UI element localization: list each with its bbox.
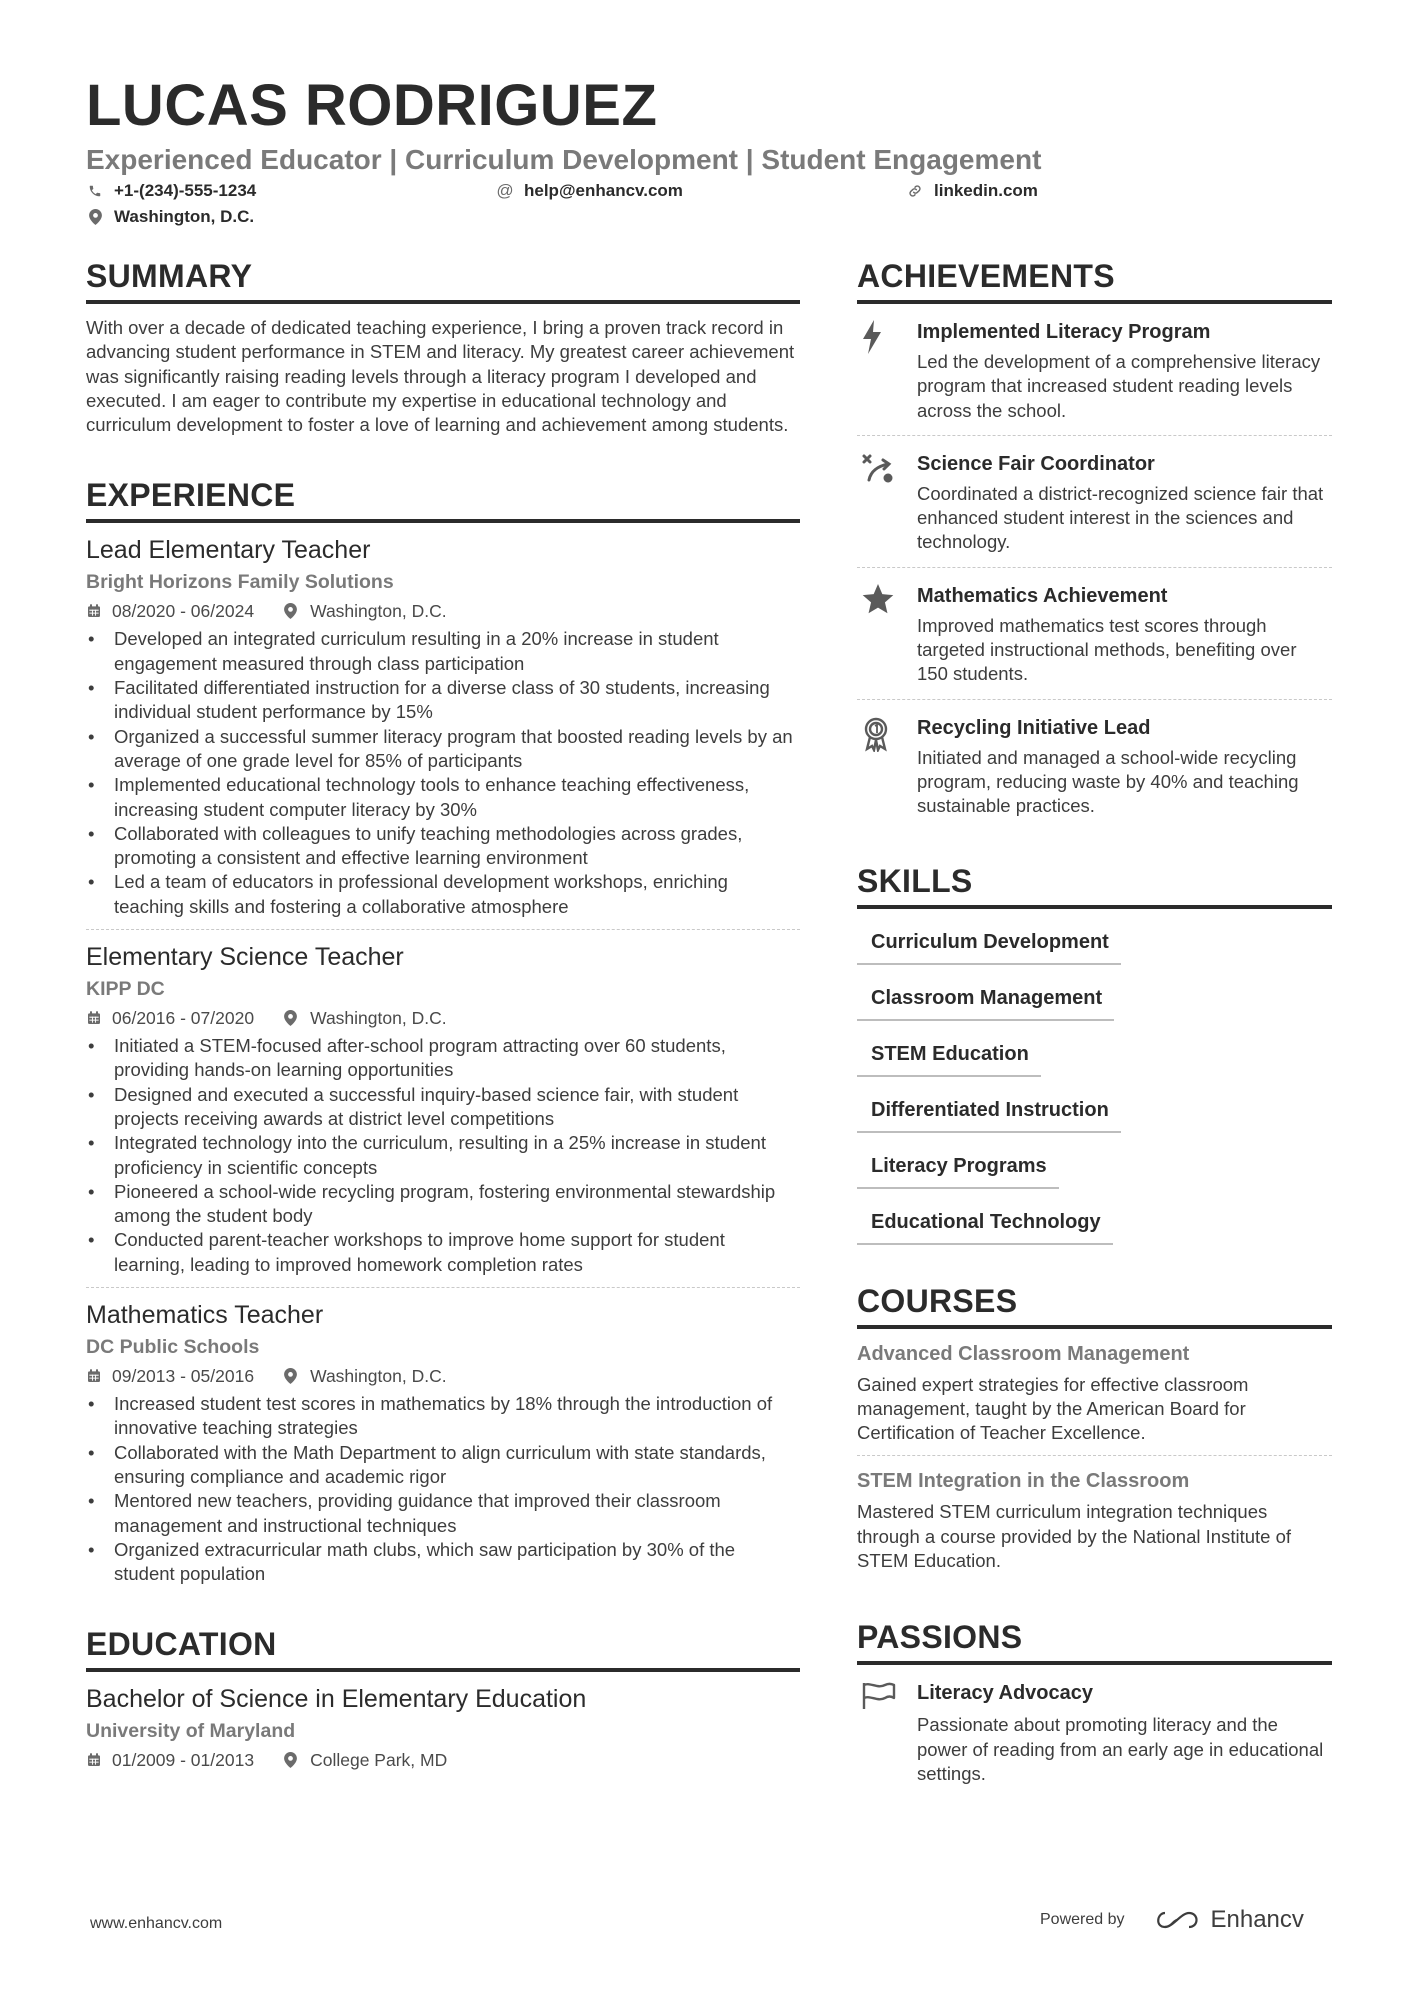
- courses-section: [857, 1281, 1332, 1584]
- bullet: • Conducted parent-teacher workshops to improve home support for student learning, leading to improved homework completion rates: [86, 1228, 800, 1277]
- location-text: Washington, D.C.: [114, 207, 255, 226]
- summary-text: With over a decade of dedicated teaching experience, I bring a proven track record in advancing student performance in STEM and literacy. My greatest career achievement was significantly raising reading levels through a literacy program I developed and executed. I am eager to contribute my expertise in educational technology and curriculum development to foster a love of learning and achievement among students.: [86, 317, 795, 436]
- skills-list: [857, 921, 1332, 1257]
- star-icon: [857, 582, 917, 687]
- left-column: [86, 256, 800, 1774]
- calendar-icon: [86, 1752, 102, 1768]
- achievement-item: [857, 304, 1332, 436]
- education-dates-text: 01/2009 - 01/2013: [112, 1750, 255, 1771]
- job-dates-text: 06/2016 - 07/2020: [112, 1008, 255, 1029]
- email-link[interactable]: help@enhancv.com: [524, 181, 683, 200]
- bullet: • Collaborated with the Math Department to align curriculum with state standards, ensuring compliance and academic rigor: [86, 1441, 800, 1490]
- education-heading: EDUCATION: [86, 1624, 800, 1672]
- job-dates-text: 09/2013 - 05/2016: [112, 1366, 255, 1387]
- contact-location: [86, 207, 254, 227]
- job-location-text: Washington, D.C.: [310, 1008, 447, 1029]
- bullet: • Facilitated differentiated instruction for a diverse class of 30 students, increasing individual student performance by 15%: [86, 676, 800, 725]
- achievement-title: Implemented Literacy Program: [917, 321, 1211, 343]
- skill-tag: Curriculum Development: [857, 921, 1121, 965]
- job-bullets: [86, 1392, 800, 1586]
- course-title: STEM Integration in the Classroom: [857, 1470, 1190, 1493]
- skills-heading: SKILLS: [857, 861, 1332, 909]
- job-dates: [86, 1004, 254, 1032]
- company-name: KIPP DC: [86, 978, 165, 1001]
- courses-heading: COURSES: [857, 1281, 1332, 1329]
- contact-row-2: [86, 204, 1336, 230]
- achievements-section: [857, 256, 1332, 831]
- phone-text[interactable]: +1-(234)-555-1234: [114, 181, 257, 200]
- job-entry: [86, 1287, 800, 1586]
- passion-title: Literacy Advocacy: [917, 1682, 1094, 1705]
- course-desc: Gained expert strategies for effective classroom management, taught by the American Board for Certification of Teacher Excellence.: [857, 1373, 1249, 1444]
- course-title: Advanced Classroom Management: [857, 1342, 1190, 1365]
- at-icon: @: [496, 181, 514, 200]
- bullet: • Pioneered a school-wide recycling program, fostering environmental stewardship among the student body: [86, 1180, 800, 1229]
- job-meta: [86, 1004, 800, 1032]
- footer-website[interactable]: www.enhancv.com: [90, 1915, 223, 1932]
- bullet: • Collaborated with colleagues to unify teaching methodologies across grades, promoting a consistent and effective learning environment: [86, 822, 800, 871]
- summary-section: [86, 256, 800, 437]
- course-desc: Mastered STEM curriculum integration techniques through a course provided by the National Institute of STEM Education.: [857, 1501, 1291, 1572]
- job-bullets: [86, 627, 800, 919]
- job-title: Mathematics Teacher: [86, 1301, 324, 1330]
- achievement-desc: Led the development of a comprehensive literacy program that increased student reading levels across the school.: [917, 351, 1321, 421]
- footer-powered: [1040, 1906, 1304, 1934]
- bullet: • Mentored new teachers, providing guidance that improved their classroom management and instructional techniques: [86, 1489, 800, 1538]
- job-meta: [86, 597, 800, 625]
- achievement-item: [857, 700, 1332, 831]
- job-entry: [86, 929, 800, 1277]
- calendar-icon: [86, 1368, 102, 1384]
- right-column: [857, 256, 1332, 1786]
- job-title: Elementary Science Teacher: [86, 943, 404, 972]
- job-meta: [86, 1362, 800, 1390]
- award-icon: [857, 714, 917, 819]
- candidate-name: LUCAS RODRIGUEZ: [86, 73, 658, 138]
- contact-linkedin: [906, 181, 1038, 201]
- location-pin-icon: [284, 1368, 300, 1384]
- education-location: [284, 1746, 447, 1774]
- lightning-icon: [857, 318, 917, 423]
- achievement-desc: Coordinated a district-recognized science fair that enhanced student interest in the sciences and technology.: [917, 482, 1324, 553]
- location-pin-icon: [284, 603, 300, 619]
- powered-by-label: Powered by: [1040, 1911, 1125, 1928]
- achievement-title: Recycling Initiative Lead: [917, 716, 1151, 739]
- candidate-tagline: Experienced Educator | Curriculum Development | Student Engagement: [86, 144, 1042, 175]
- course-item: [857, 1329, 1332, 1456]
- job-location: [284, 597, 447, 625]
- calendar-icon: [86, 1010, 102, 1026]
- experience-heading: EXPERIENCE: [86, 475, 800, 523]
- job-dates-text: 08/2020 - 06/2024: [112, 601, 255, 622]
- education-section: [86, 1624, 800, 1774]
- link-icon: [906, 182, 924, 200]
- skill-tag: Literacy Programs: [857, 1145, 1059, 1189]
- bullet: • Organized extracurricular math clubs, which saw participation by 30% of the student population: [86, 1538, 800, 1587]
- location-pin-icon: [284, 1010, 300, 1026]
- achievements-heading: ACHIEVEMENTS: [857, 256, 1332, 304]
- flag-icon: [857, 1679, 917, 1786]
- job-location: [284, 1362, 447, 1390]
- experience-section: [86, 475, 800, 1586]
- education-meta: [86, 1746, 800, 1774]
- job-entry: [86, 533, 800, 919]
- school-name: University of Maryland: [86, 1720, 296, 1743]
- bullet: • Implemented educational technology tools to enhance teaching effectiveness, increasing student computer literacy by 30%: [86, 773, 800, 822]
- job-dates: [86, 597, 254, 625]
- achievement-desc: Improved mathematics test scores through targeted instructional methods, benefiting over 150 students.: [917, 614, 1297, 685]
- phone-icon: [86, 182, 104, 200]
- achievement-title: Science Fair Coordinator: [917, 452, 1155, 475]
- passion-desc: Passionate about promoting literacy and the power of reading from an early age in educational settings.: [917, 1714, 1324, 1784]
- passions-section: [857, 1617, 1332, 1786]
- company-name: Bright Horizons Family Solutions: [86, 571, 394, 594]
- summary-heading: SUMMARY: [86, 256, 800, 304]
- contact-phone: [86, 181, 496, 201]
- skill-tag: STEM Education: [857, 1033, 1041, 1077]
- bullet: • Integrated technology into the curriculum, resulting in a 25% increase in student proficiency in scientific concepts: [86, 1131, 800, 1180]
- job-title: Lead Elementary Teacher: [86, 536, 371, 565]
- bullet: • Initiated a STEM-focused after-school program attracting over 60 students, providing hands-on learning opportunities: [86, 1034, 800, 1083]
- enhancv-logo[interactable]: [1153, 1906, 1304, 1934]
- enhancv-logo-icon: [1153, 1909, 1201, 1931]
- education-dates: [86, 1746, 254, 1774]
- degree-title: Bachelor of Science in Elementary Education: [86, 1685, 587, 1714]
- linkedin-link[interactable]: linkedin.com: [934, 181, 1038, 200]
- job-location-text: Washington, D.C.: [310, 1366, 447, 1387]
- enhancv-brand-text: Enhancv: [1210, 1906, 1304, 1933]
- achievement-desc: Initiated and managed a school-wide recycling program, reducing waste by 40% and teaching sustainable practices.: [917, 746, 1299, 817]
- contact-row: [86, 178, 1336, 204]
- skill-tag: Classroom Management: [857, 977, 1114, 1021]
- bullet: • Organized a successful summer literacy program that boosted reading levels by an average of one grade level for 85% of participants: [86, 725, 800, 774]
- achievement-item: [857, 568, 1332, 700]
- passion-item: [857, 1665, 1332, 1786]
- location-pin-icon: [284, 1752, 300, 1768]
- achievement-item: [857, 436, 1332, 568]
- course-item: [857, 1455, 1332, 1583]
- job-location-text: Washington, D.C.: [310, 601, 447, 622]
- job-bullets: [86, 1034, 800, 1277]
- passions-heading: PASSIONS: [857, 1617, 1332, 1665]
- company-name: DC Public Schools: [86, 1336, 260, 1359]
- job-dates: [86, 1362, 254, 1390]
- contact-email: [496, 181, 906, 201]
- bullet: • Developed an integrated curriculum resulting in a 20% increase in student engagement measured through class participation: [86, 627, 800, 676]
- calendar-icon: [86, 603, 102, 619]
- resume-header: [86, 72, 1336, 230]
- bullet: • Designed and executed a successful inquiry-based science fair, with student projects receiving awards at district level competitions: [86, 1083, 800, 1132]
- skills-section: [857, 861, 1332, 1257]
- skill-tag: Differentiated Instruction: [857, 1089, 1121, 1133]
- job-location: [284, 1004, 447, 1032]
- location-pin-icon: [86, 208, 104, 226]
- strategy-icon: [857, 450, 917, 555]
- education-entry: [86, 1682, 800, 1774]
- achievement-title: Mathematics Achievement: [917, 584, 1168, 607]
- bullet: • Led a team of educators in professional development workshops, enriching teaching skills and fostering a collaborative atmosphere: [86, 870, 800, 919]
- education-location-text: College Park, MD: [310, 1750, 448, 1771]
- skill-tag: Educational Technology: [857, 1201, 1113, 1245]
- bullet: • Increased student test scores in mathematics by 18% through the introduction of innovative teaching strategies: [86, 1392, 800, 1441]
